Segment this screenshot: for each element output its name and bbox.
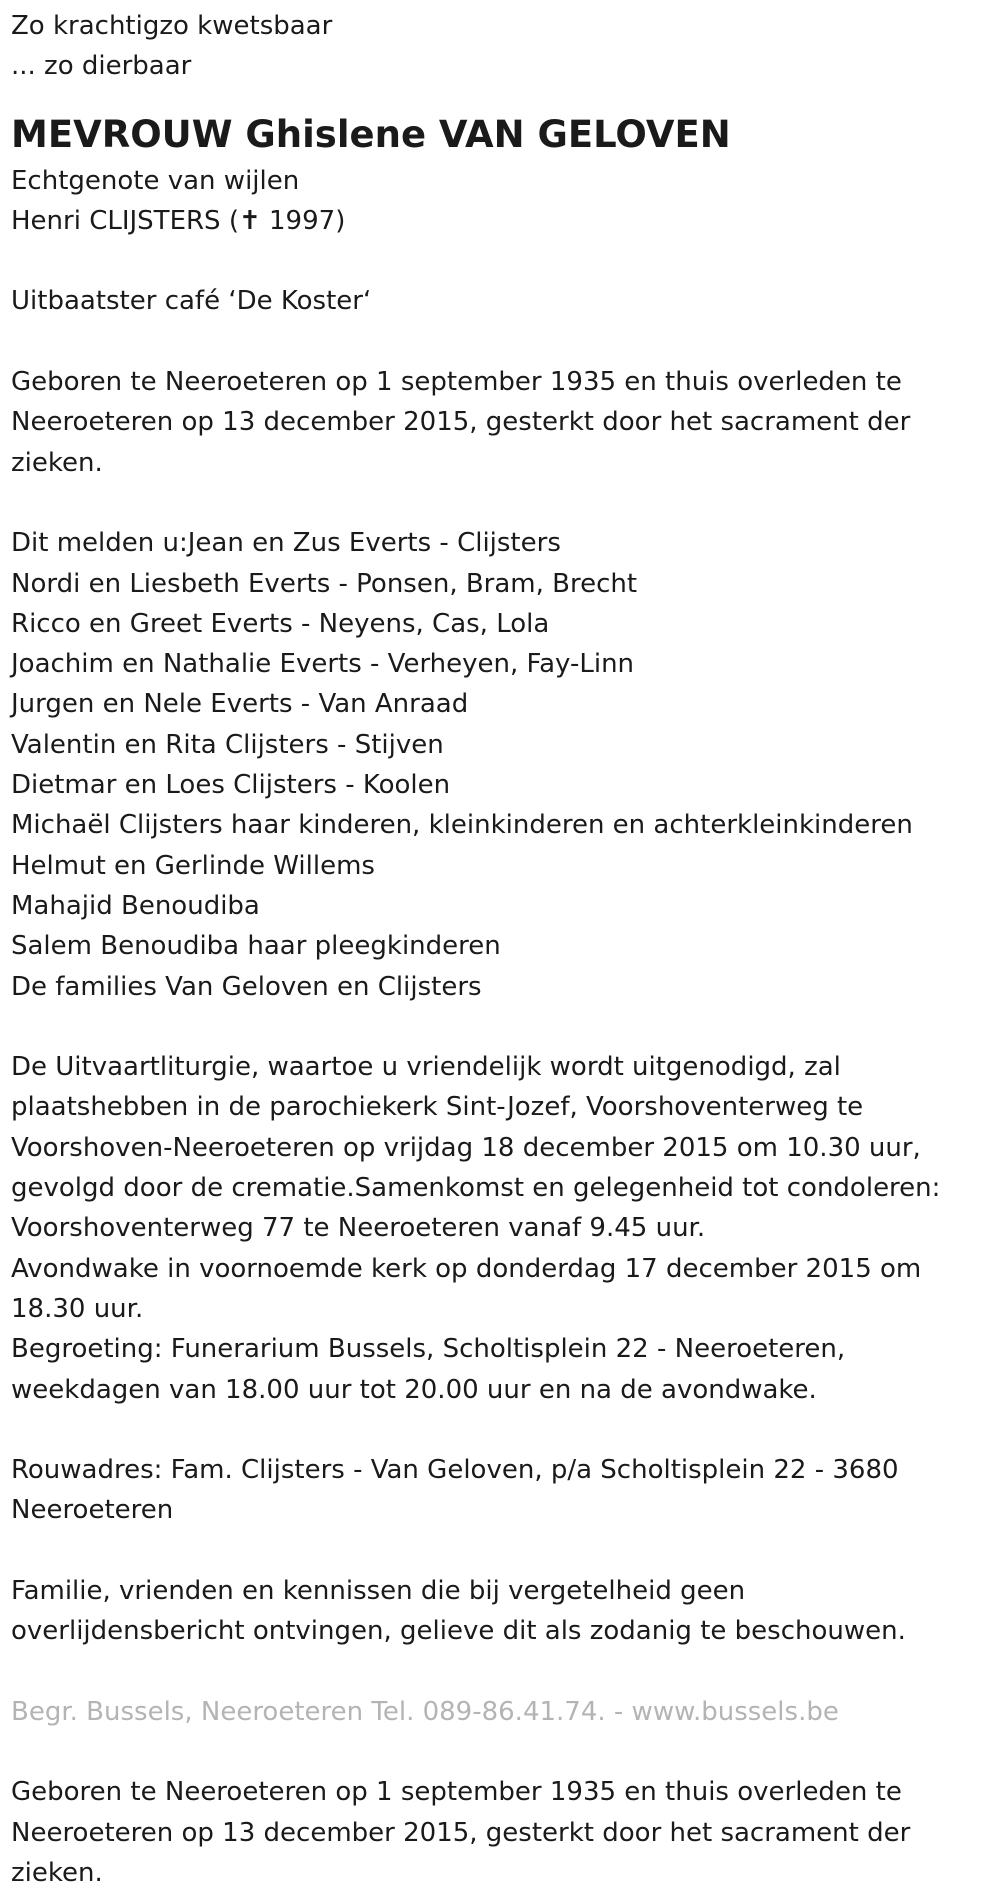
paragraph-line: Begroeting: Funerarium Bussels, Scholtisplein 22 - Neeroeteren, bbox=[11, 1334, 846, 1365]
paragraph-line: 18.30 uur. bbox=[11, 1293, 144, 1324]
notice-paragraph bbox=[11, 1571, 989, 1652]
paragraph-line: Voorshoven-Neeroeteren op vrijdag 18 december 2015 om 10.30 uur, bbox=[11, 1132, 921, 1163]
paragraph-line: gevolgd door de crematie.Samenkomst en gelegenheid tot condoleren: bbox=[11, 1173, 941, 1204]
motto-line: Zo krachtigzo kwetsbaar bbox=[11, 11, 333, 41]
paragraph-line: Rouwadres: Fam. Clijsters - Van Geloven, p/a Scholtisplein 22 - 3680 bbox=[11, 1455, 899, 1486]
announcer-line: Dietmar en Loes Clijsters - Koolen bbox=[11, 770, 451, 801]
paragraph-line: Geboren te Neeroeteren op 1 september 1935 en thuis overleden te bbox=[11, 1777, 902, 1808]
paragraph-line: Voorshoventerweg 77 te Neeroeteren vanaf 9.45 uur. bbox=[11, 1213, 706, 1244]
paragraph-line: Neeroeteren op 13 december 2015, gesterkt door het sacrament der bbox=[11, 407, 911, 438]
announcer-line: De families Van Geloven en Clijsters bbox=[11, 971, 482, 1002]
spouse-line: Henri CLIJSTERS (✝ 1997) bbox=[11, 205, 346, 236]
announcer-line: Joachim en Nathalie Everts - Verheyen, Fay-Linn bbox=[11, 649, 635, 680]
paragraph-line: weekdagen van 18.00 uur tot 20.00 uur en na de avondwake. bbox=[11, 1374, 817, 1405]
paragraph-line: De Uitvaartliturgie, waartoe u vriendelijk wordt uitgenodigd, zal bbox=[11, 1052, 841, 1083]
spacer bbox=[11, 87, 989, 109]
spacer bbox=[11, 1007, 989, 1047]
mourning-address bbox=[11, 1450, 989, 1531]
birth-death-paragraph bbox=[11, 362, 989, 483]
paragraph-line: Avondwake in voornoemde kerk op donderdag 17 december 2015 om bbox=[11, 1253, 922, 1284]
spouse-line: Echtgenote van wijlen bbox=[11, 165, 300, 196]
announcer-line: Dit melden u:Jean en Zus Everts - Clijsters bbox=[11, 528, 561, 559]
paragraph-line: plaatshebben in de parochiekerk Sint-Jozef, Voorshoventerweg te bbox=[11, 1092, 864, 1123]
deceased-name: MEVROUW Ghislene VAN GELOVEN bbox=[11, 112, 731, 156]
announcer-line: Ricco en Greet Everts - Neyens, Cas, Lola bbox=[11, 608, 550, 639]
paragraph-line: Geboren te Neeroeteren op 1 september 1935 en thuis overleden te bbox=[11, 367, 902, 398]
announcer-line: Michaël Clijsters haar kinderen, kleinkinderen en achterkleinkinderen bbox=[11, 810, 913, 841]
motto bbox=[11, 6, 989, 87]
paragraph-line: zieken. bbox=[11, 1858, 103, 1889]
announcer-line: Helmut en Gerlinde Willems bbox=[11, 850, 375, 881]
announcer-line: Valentin en Rita Clijsters - Stijven bbox=[11, 729, 444, 760]
spacer bbox=[11, 1531, 989, 1571]
undertaker-info: Begr. Bussels, Neeroeteren Tel. 089-86.41.74. - www.bussels.be bbox=[11, 1696, 839, 1727]
paragraph-line: Neeroeteren bbox=[11, 1495, 174, 1526]
occupation: Uitbaatster café ‘De Koster‘ bbox=[11, 286, 372, 317]
spouse-info bbox=[11, 161, 989, 242]
spacer bbox=[11, 1732, 989, 1772]
paragraph-line: Familie, vrienden en kennissen die bij vergetelheid geen bbox=[11, 1575, 746, 1606]
announcer-line: Nordi en Liesbeth Everts - Ponsen, Bram, Brecht bbox=[11, 568, 638, 599]
funeral-details bbox=[11, 1047, 989, 1410]
announcers-list bbox=[11, 523, 989, 1007]
paragraph-line: Neeroeteren op 13 december 2015, gesterkt door het sacrament der bbox=[11, 1817, 911, 1848]
birth-death-paragraph-repeat bbox=[11, 1772, 989, 1893]
spacer bbox=[11, 1410, 989, 1450]
spacer bbox=[11, 483, 989, 523]
announcer-line: Mahajid Benoudiba bbox=[11, 890, 260, 921]
announcer-line: Jurgen en Nele Everts - Van Anraad bbox=[11, 689, 469, 720]
paragraph-line: overlijdensbericht ontvingen, gelieve dit als zodanig te beschouwen. bbox=[11, 1616, 906, 1647]
spacer bbox=[11, 1652, 989, 1692]
paragraph-line: zieken. bbox=[11, 447, 103, 478]
spacer bbox=[11, 241, 989, 281]
motto-line: ... zo dierbaar bbox=[11, 51, 192, 82]
spacer bbox=[11, 322, 989, 362]
announcer-line: Salem Benoudiba haar pleegkinderen bbox=[11, 931, 501, 962]
